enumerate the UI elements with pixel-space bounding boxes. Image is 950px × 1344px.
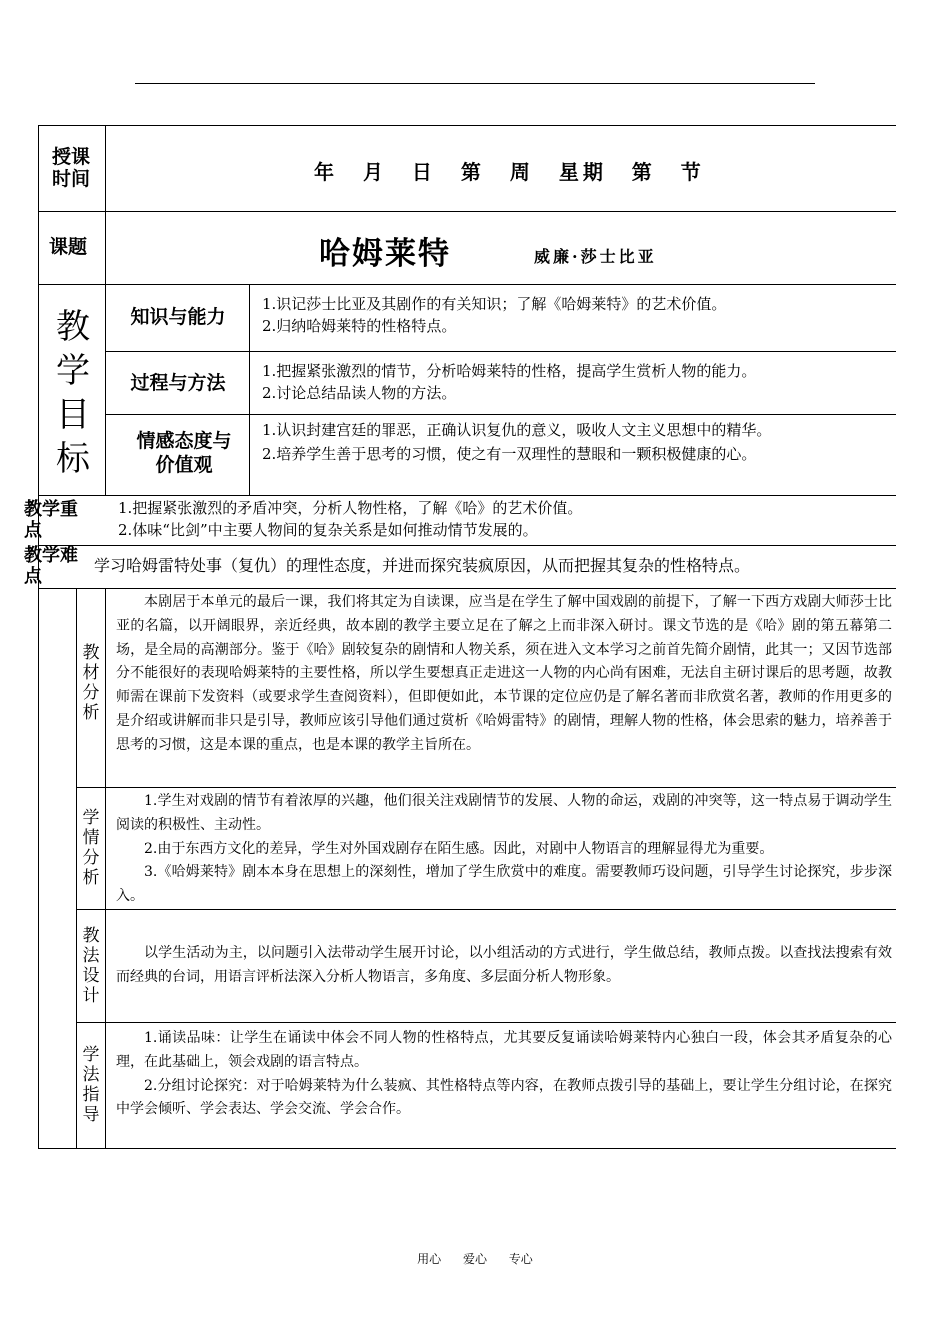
study-label: 学法指导 [82, 1045, 100, 1125]
key-point-1: 1.把握紧张激烈的矛盾冲突，分析人物性格，了解《哈》的艺术价值。 [118, 499, 583, 517]
study-label-cell [76, 1023, 105, 1149]
key-point-2: 2.体味“比剑”中主要人物间的复杂关系是如何推动情节发展的。 [118, 521, 538, 539]
time-label-cell [38, 125, 105, 212]
goal-emotion-label-cell [105, 415, 249, 495]
time-label: 授课时间 [51, 146, 90, 190]
lesson-title: 哈姆莱特 [319, 236, 451, 272]
goal-emotion-line-1: 1.认识封建宫廷的罪恶，正确认识复仇的意义，吸收人文主义思想中的精华。 [262, 421, 772, 439]
goal-process-cell [249, 352, 896, 415]
goal-emotion-line-2: 2.培养学生善于思考的习惯，使之有一双理性的慧眼和一颗积极健康的心。 [262, 445, 757, 463]
goal-process-line-1: 1.把握紧张激烈的情节，分析哈姆莱特的性格，提高学生赏析人物的能力。 [262, 362, 757, 380]
textbook-cell [105, 588, 896, 788]
goal-process-label: 过程与方法 [130, 372, 226, 394]
key-points-label: 教学重点 [24, 499, 78, 541]
study-para-2: 2.分组讨论探究：对于哈姆莱特为什么装疯、其性格特点等内容，在教师点拨引导的基础上，要让学生分组讨论，在探究中学会倾听、学会表达、学会交流、学会合作。 [116, 1077, 892, 1118]
goals-label: 教学目标 [56, 307, 90, 479]
students-label-cell [76, 788, 105, 910]
design-text: 以学生活动为主，以问题引入法带动学生展开讨论，以小组活动的方式进行，学生做总结，教师点拨。以查找法搜索有效而经典的台词，用语言评析法深入分析人物语言，多角度、多层面分析人物形象。 [116, 945, 892, 985]
study-para-1: 1.诵读品味：让学生在诵读中体会不同人物的性格特点，尤其要反复诵读哈姆莱特内心独白一段，体会其矛盾复杂的心理，在此基础上，领会戏剧的语言特点。 [116, 1030, 892, 1070]
students-label: 学情分析 [82, 808, 100, 888]
textbook-text: 本剧居于本单元的最后一课，我们将其定为自读课，应当是在学生了解中国戏剧的前提下，了解一下西方戏剧大师莎士比亚的名篇，以开阔眼界，亲近经典，故本剧的教学主要立足在了解之上而非深入研讨。课文节选的是《哈》剧的第五幕第二场，是全局的高潮部分。鉴于《哈》剧较复杂的剧情和人物关系，须在进入文本学习之前首先简介剧情，此其一；又因节选部分不能很好的表现哈姆莱特的主要性格，所以学生要想真正走进这一人物的内心尚有困难，无法自主研讨课后的思考题，故教师需在课前下发资料（或要求学生查阅资料），但即便如此，本节课的定位应仍是了解名著而非欣赏名著，教师的作用更多的是介绍或讲解而非只是引导，教师应该引导他们通过赏析《哈姆雷特》的剧情，理解人物的性格，体会思索的魅力，培养善于思考的习惯，这是本课的重点，也是本课的教学主旨所在。 [116, 594, 892, 753]
goal-emotion-cell [249, 415, 896, 495]
header-rule [135, 83, 815, 84]
topic-label: 课题 [49, 236, 88, 258]
goal-knowledge-label: 知识与能力 [130, 306, 226, 328]
time-value-cell [105, 125, 896, 212]
students-para-3: 3.《哈姆莱特》剧本本身在思想上的深刻性，增加了学生欣赏中的难度。需要教师巧设问题，引导学生讨论探究，步步深入。 [116, 864, 892, 905]
table-bottom-border [38, 1148, 896, 1149]
goal-process-label-cell [105, 352, 249, 415]
textbook-label-cell [76, 588, 105, 788]
difficulty-label: 教学难点 [24, 545, 78, 587]
topic-value-cell [105, 212, 896, 285]
goal-process-line-2: 2.讨论总结品读人物的方法。 [262, 384, 457, 402]
page-footer: 用心 爱心 专心 [417, 1252, 533, 1266]
date-line: 年 月 日 第 周 星期 第 节 [314, 160, 705, 184]
study-cell [105, 1023, 896, 1149]
topic-label-cell [38, 212, 105, 285]
goal-emotion-label: 情感态度与价值观 [136, 430, 232, 476]
design-label: 教法设计 [82, 926, 100, 1006]
design-cell [105, 910, 896, 1023]
design-label-cell [76, 910, 105, 1023]
goals-label-cell [38, 285, 105, 495]
author-name: 威廉·莎士比亚 [534, 247, 657, 266]
students-cell [105, 788, 896, 910]
goal-knowledge-line-1: 1.识记莎士比亚及其剧作的有关知识；了解《哈姆莱特》的艺术价值。 [262, 295, 727, 313]
textbook-label: 教材分析 [82, 643, 100, 723]
analysis-outer-cell [38, 588, 76, 1149]
lesson-plan-table [24, 125, 896, 1149]
students-para-1: 1.学生对戏剧的情节有着浓厚的兴趣，他们很关注戏剧情节的发展、人物的命运，戏剧的冲突等，这一特点易于调动学生阅读的积极性、主动性。 [116, 793, 892, 833]
goal-knowledge-label-cell [105, 285, 249, 352]
students-para-2: 2.由于东西方文化的差异，学生对外国戏剧存在陌生感。因此，对剧中人物语言的理解显得尤为重要。 [144, 840, 774, 857]
goal-knowledge-cell [249, 285, 896, 352]
goal-knowledge-line-2: 2.归纳哈姆莱特的性格特点。 [262, 317, 457, 335]
difficulty-text: 学习哈姆雷特处事（复仇）的理性态度，并进而探究装疯原因，从而把握其复杂的性格特点。 [94, 556, 751, 575]
